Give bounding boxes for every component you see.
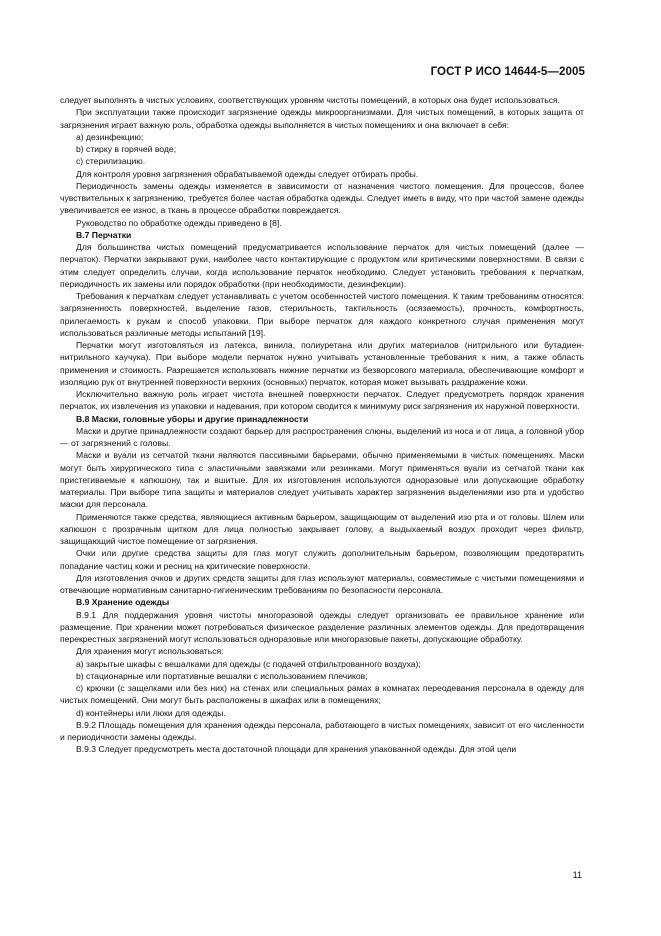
paragraph: Исключительно важную роль играет чистота внешней поверхности перчаток. Следует предусмотреть порядок хранения перчаток, их извлечения из упаковки и надевания, при котором сводится к минимуму риск загрязнения их наружной поверхности. <box>60 389 584 412</box>
section-heading-b9: В.9 Хранение одежды <box>76 597 170 608</box>
paragraph: При эксплуатации также происходит загрязнение одежды микроорганизмами. Для чистых помещений, в которых защита от загрязнения играет важную роль, обработка одежды выполняется в чистых помещениях и она включает в себя: <box>60 107 584 130</box>
document-body <box>60 94 584 756</box>
paragraph: следует выполнять в чистых условиях, соответствующих уровням чистоты помещений, в которых она будет использоваться. <box>60 95 561 105</box>
paragraph: Применяются также средства, являющиеся активным барьером, защищающим от выделений изо рта и от головы. Шлем или капюшон с прозрачным щитком для лица полностью закрывает голову, а выдыхаемый воздух проходит через фильтр, защищающий чистое помещение от загрязнения. <box>60 511 584 546</box>
list-item: d) контейнеры или люки для одежды. <box>76 707 226 718</box>
paragraph: Очки или другие средства защиты для глаз могут служить дополнительным барьером, позволяющим предотвратить попадание частиц кожи и ресниц на критические поверхности. <box>60 548 584 571</box>
section-heading-b8: В.8 Маски, головные уборы и другие принадлежности <box>76 413 309 424</box>
list-item: b) стационарные или портативные вешалки с использованием плечиков; <box>76 670 368 681</box>
page-number: 11 <box>572 870 582 880</box>
paragraph: Маски и вуали из сетчатой ткани являются пассивными барьерами, обычно применяемыми в чистых помещениях. Маски могут быть хирургического типа с эластичными завязками или резинками. Могут применяться вуали из сетчатой ткани как пристегиваемые к капюшону, так и вшитые. Для их изготовления используются одноразовые или допускающие обработку материалы. При выборе типа защиты и материалов следует учитывать характер загрязнения выделениями изо рта и удобство маски для персонала. <box>60 450 584 510</box>
paragraph: В.9.2 Площадь помещения для хранения одежды персонала, работающего в чистых помещениях, зависит от его численности и периодичности замены одежды. <box>60 719 584 742</box>
paragraph: Перчатки могут изготовляться из латекса, винила, полиуретана или других материалов (нитрильного или бутадиен-нитрильного каучука). При выборе модели перчаток нужно учитывать установленные требования к ним, а также область применения и стоимость. Разрешается использовать нижние перчатки из безворсового материала, обеспечивающие комфорт и изоляцию рук от внутренней поверхности верхних (основных) перчаток, которая может вызывать раздражение кожи. <box>60 340 584 387</box>
paragraph: Периодичность замены одежды изменяется в зависимости от назначения чистого помещения. Для процессов, более чувствительных к загрязнению, требуется более частая обработка одежды. Следует иметь в виду, что при частой замене одежды увеличивается ее износ, а ткань в процессе обработки повреждается. <box>60 180 584 216</box>
paragraph: Для изготовления очков и других средств защиты для глаз используют материалы, совместимые с чистыми помещениями и отвечающие нормативным санитарно-гигиеническим требованиям по безопасности персонала. <box>60 572 584 595</box>
list-item: c) крючки (с защелками или без них) на стенах или специальных рамах в комнатах переодевания персонала в одежду для чистых помещений. Они могут быть расположены в шкафах или в помещениях; <box>60 683 584 706</box>
paragraph: Для контроля уровня загрязнения обрабатываемой одежды следует отбирать пробы. <box>76 168 419 179</box>
paragraph: В.9.1 Для поддержания уровня чистоты многоразовой одежды следует организовать ее правильное хранение или размещение. При хранении может потребоваться физическое разделение различных элементов одежды. Для предотвращения перекрестных загрязнений могут использоваться одноразовые или многоразовые пакеты, допускающие обработку. <box>60 609 584 644</box>
paragraph: Для большинства чистых помещений предусматривается использование перчаток для чистых помещений (далее — перчаток). Перчатки закрывают руки, наиболее часто контактирующие с продуктом или критическими поверхностями. В связи с этим следует определить случаи, когда использование перчаток необходимо. Следует установить требования к перчаткам, периодичность их замены или порядок обработки (при необходимости, дезинфекции). <box>60 242 584 289</box>
list-item: a) дезинфекцию; <box>76 131 144 142</box>
paragraph: Руководство по обработке одежды приведено в [8]. <box>76 217 282 228</box>
paragraph: В.9.3 Следует предусмотреть места достаточной площади для хранения упакованной одежды. Для этой цели <box>76 744 517 755</box>
list-item: b) стирку в горячей воде; <box>76 144 177 154</box>
paragraph: Для хранения могут использоваться: <box>76 646 224 657</box>
document-header: ГОСТ Р ИСО 14644-5—2005 <box>430 66 585 78</box>
paragraph: Маски и другие принадлежности создают барьер для распространения слюны, выделений из носа и от лица, а головной убор — от загрязнений с головы. <box>60 425 584 448</box>
list-item: a) закрытые шкафы с вешалками для одежды (с подачей отфильтрованного воздуха); <box>76 658 421 669</box>
section-heading-b7: В.7 Перчатки <box>76 229 132 240</box>
list-item: c) стерилизацию. <box>76 156 146 167</box>
paragraph: Требования к перчаткам следует устанавливать с учетом особенностей чистого помещения. К таким требованиям относятся: загрязненность поверхностей, выделение газов, стерильность, тактильность (осязаемость), прочность, комфортность, прилегаемость к рукам и способ упаковки. При выборе перчаток для каждого конкретного случая применения могут использоваться различные методы испытаний [19]. <box>60 291 584 338</box>
